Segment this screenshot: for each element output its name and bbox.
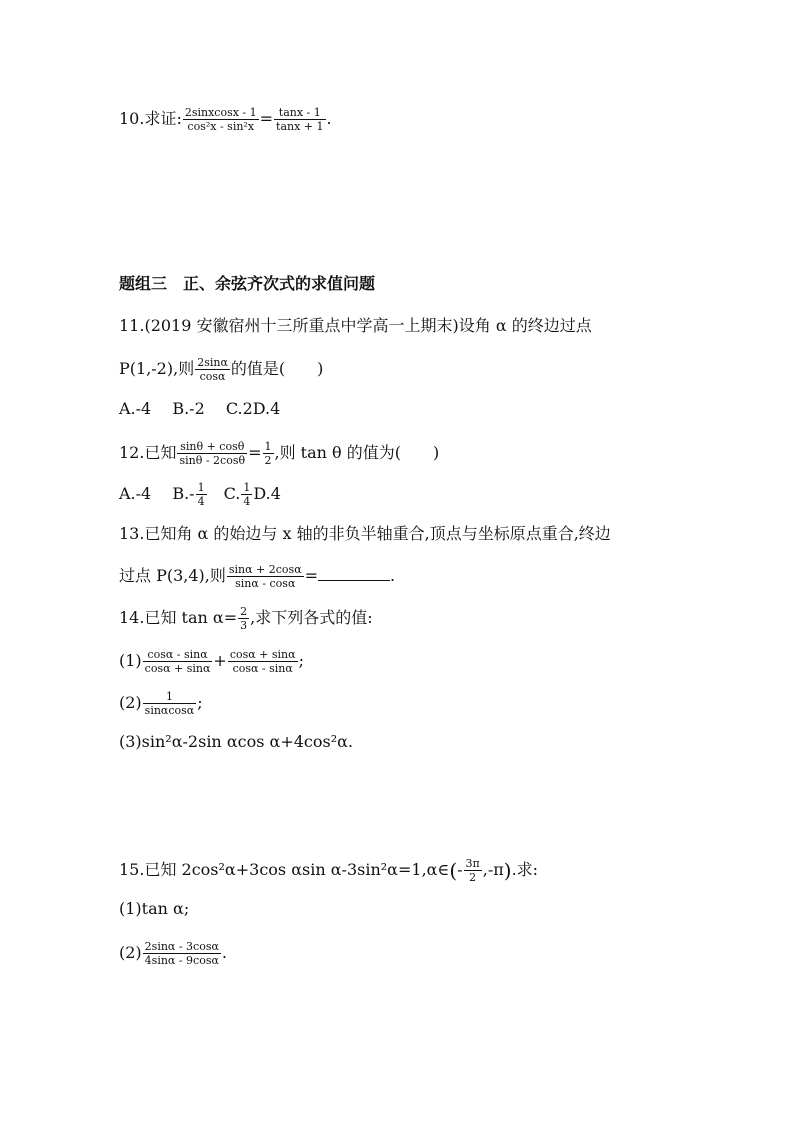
fraction: $\frac{2\sin\alpha - 3\cos\alpha}{4\sin\alpha - 9\cos\alpha}$ <box>144 940 219 967</box>
question-13-line2: 过点 P(3,4),则 $\frac{\sin\alpha + 2\cos\alpha}{\sin\alpha - \cos\alpha}$ = . <box>119 563 396 590</box>
fraction: $\frac{1}{4}$ <box>243 481 251 508</box>
question-11-line2: P(1,-2),则 $\frac{2\sin\alpha}{\cos\alpha}$ 的值是( ) <box>119 356 324 383</box>
fraction: $\frac{1}{\sin\alpha\cos\alpha}$ <box>144 690 195 717</box>
fraction: $\frac{\text{2sinxcosx - 1}}{\text{cos²x - sin²x}}$ <box>184 106 257 133</box>
question-12-options: A.-4 B.- $\frac{1}{4}$ C. $\frac{1}{4}$ D.4 <box>119 481 281 508</box>
question-14-part1: (1) $\frac{\cos\alpha - \sin\alpha}{\cos\alpha + \sin\alpha}$ + $\frac{\cos\alpha + \sin\alpha}{\cos\alpha - \sin\alpha}$ ; <box>119 648 304 675</box>
question-15-part2: (2) $\frac{2\sin\alpha - 3\cos\alpha}{4\sin\alpha - 9\cos\alpha}$ . <box>119 940 228 967</box>
question-12: 12.已知 $\frac{\sin\theta + \cos\theta}{\sin\theta - 2\cos\theta}$ = $\frac{1}{2}$ ,则 tan θ 的值为( ) <box>119 440 440 467</box>
question-11-line1: 11.(2019 安徽宿州十三所重点中学高一上期末)设角 α 的终边过点 <box>119 316 592 335</box>
q10-prefix: 10.求证: <box>119 109 182 128</box>
fraction: $\frac{\tan x - 1}{\tan x + 1}$ <box>276 106 324 133</box>
question-14: 14.已知 tan α= $\frac{2}{3}$ ,求下列各式的值: <box>119 605 373 632</box>
answer-blank[interactable] <box>318 566 390 581</box>
fraction: $\frac{1}{2}$ <box>264 440 272 467</box>
fraction: $\frac{2}{3}$ <box>240 605 248 632</box>
question-14-part3: (3)sin²α-2sin αcos α+4cos²α. <box>119 732 354 751</box>
fraction: $\frac{\sin\alpha + 2\cos\alpha}{\sin\alpha - \cos\alpha}$ <box>228 563 302 590</box>
question-14-part2: (2) $\frac{1}{\sin\alpha\cos\alpha}$ ; <box>119 690 203 717</box>
fraction: $\frac{\cos\alpha + \sin\alpha}{\cos\alpha - \sin\alpha}$ <box>229 648 296 675</box>
fraction: $\frac{3\pi}{2}$ <box>465 857 480 884</box>
question-10: 10.求证: $\frac{\text{2sinxcosx - 1}}{\text{cos²x - sin²x}}$ = $\frac{\tan x - 1}{\tan x + 1}$ . <box>119 106 332 133</box>
fraction: $\frac{1}{4}$ <box>197 481 205 508</box>
question-11-options: A.-4 B.-2 C.2D.4 <box>119 399 281 418</box>
fraction: $\frac{2\sin\alpha}{\cos\alpha}$ <box>197 356 228 383</box>
fraction: $\frac{\sin\theta + \cos\theta}{\sin\theta - 2\cos\theta}$ <box>179 440 246 467</box>
question-15: 15.已知 2cos²α+3cos αsin α-3sin²α=1,α∈(- $\frac{3\pi}{2}$ ,-π).求: <box>119 857 539 884</box>
question-13-line1: 13.已知角 α 的始边与 x 轴的非负半轴重合,顶点与坐标原点重合,终边 <box>119 524 611 543</box>
section-title: 题组三 正、余弦齐次式的求值问题 <box>119 274 376 293</box>
fraction: $\frac{\cos\alpha - \sin\alpha}{\cos\alpha + \sin\alpha}$ <box>144 648 211 675</box>
question-15-part1: (1)tan α; <box>119 899 190 918</box>
